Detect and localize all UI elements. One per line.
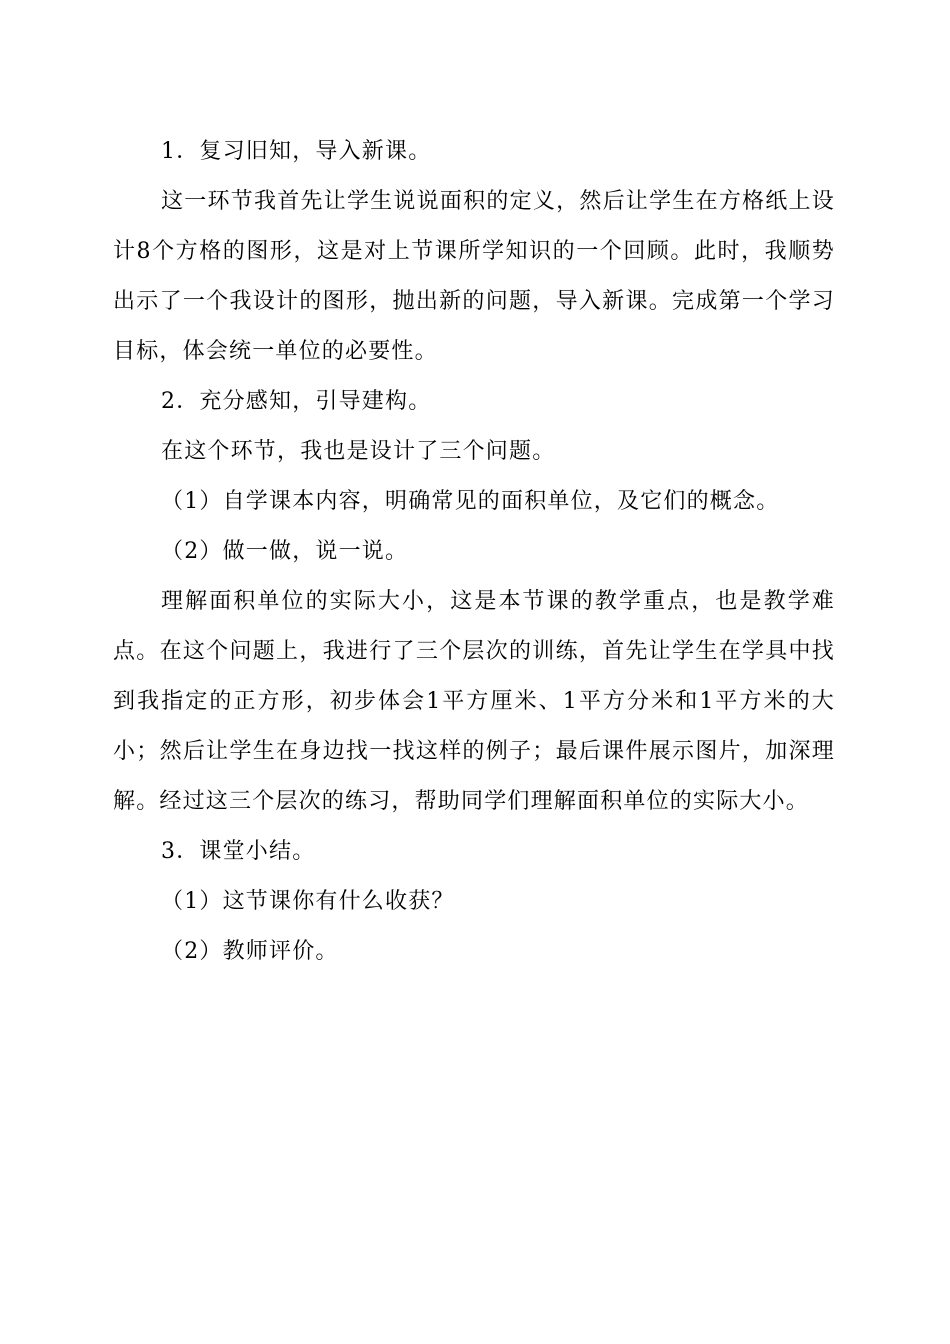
section-heading-summary: 3．课堂小结。: [161, 839, 316, 864]
summary-item-2: （2）教师评价。: [161, 939, 339, 964]
paragraph-review-description: 这一环节我首先让学生说说面积的定义，然后让学生在方格纸上设计8个方格的图形，这是对上节课所学知识的一个回顾。此时，我顺势出示了一个我设计的图形，抛出新的问题，导入新课。完成第一个学习目标，体会统一单位的必要性。: [113, 189, 835, 364]
section-heading-perception: 2．充分感知，引导建构。: [161, 389, 432, 414]
summary-item-1: （1）这节课你有什么收获？: [161, 889, 455, 914]
question-item-1: （1）自学课本内容，明确常见的面积单位，及它们的概念。: [161, 489, 780, 514]
section-heading-review: 1．复习旧知，导入新课。: [161, 139, 432, 164]
document-body: [113, 127, 835, 977]
paragraph-unit-size: 理解面积单位的实际大小，这是本节课的教学重点，也是教学难点。在这个问题上，我进行了三个层次的训练，首先让学生在学具中找到我指定的正方形，初步体会1平方厘米、1平方分米和1平方米的大小；然后让学生在身边找一找这样的例子；最后课件展示图片，加深理解。经过这三个层次的练习，帮助同学们理解面积单位的实际大小。: [113, 589, 835, 814]
question-item-2: （2）做一做，说一说。: [161, 539, 409, 564]
paragraph-three-questions: 在这个环节，我也是设计了三个问题。: [161, 439, 556, 464]
